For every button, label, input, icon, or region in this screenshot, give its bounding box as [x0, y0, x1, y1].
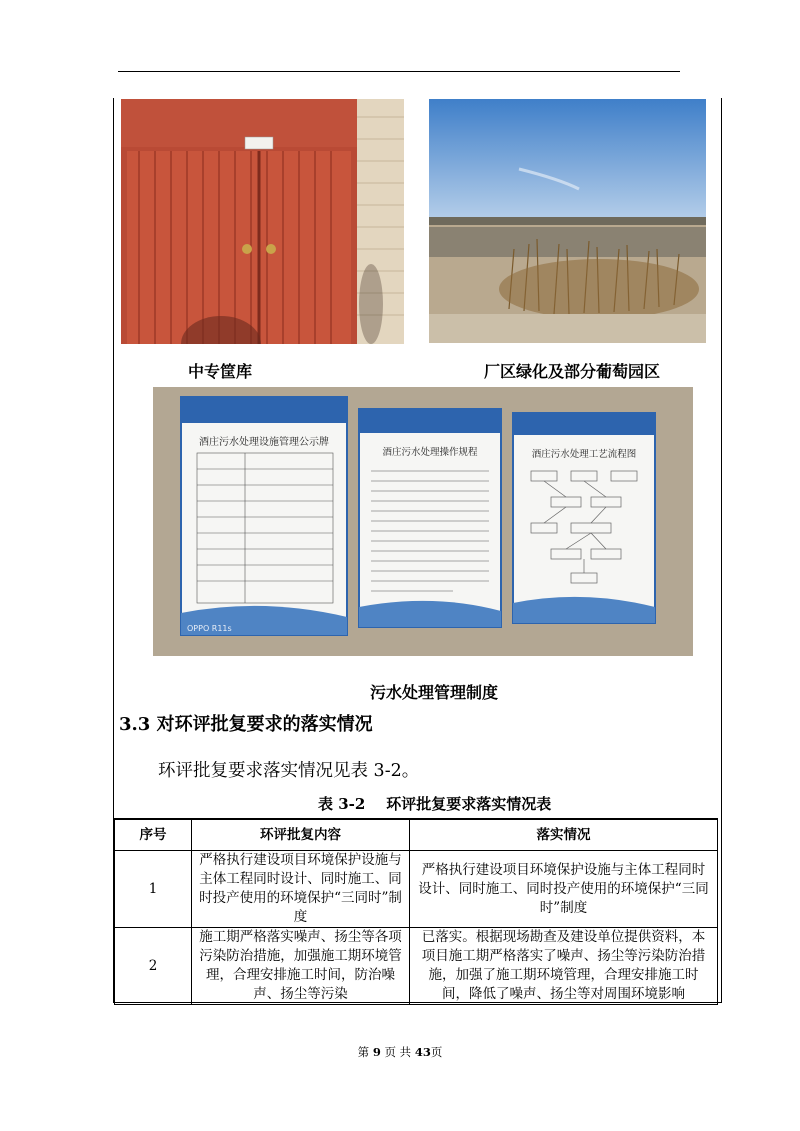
- greenery-photo-image: [429, 99, 706, 343]
- row-number: 1: [115, 851, 192, 928]
- warehouse-photo: [121, 99, 404, 344]
- signage-photo-image: [153, 387, 693, 656]
- warehouse-caption: 中专筐库: [188, 362, 253, 381]
- table-row: [115, 851, 718, 928]
- requirements-table: [114, 818, 718, 1005]
- greenery-photo: [429, 99, 706, 343]
- table-title: 表 3-2 环评批复要求落实情况表: [318, 795, 552, 813]
- footer-prefix: 第: [357, 1045, 370, 1059]
- header-number: 序号: [115, 819, 192, 851]
- section-heading: 3.3 对环评批复要求的落实情况: [119, 714, 373, 735]
- warehouse-photo-image: [121, 99, 404, 344]
- header-implementation: 落实情况: [410, 819, 718, 851]
- sign-1-title: 酒庄污水处理设施管理公示牌: [199, 437, 329, 448]
- signage-caption: 污水处理管理制度: [370, 683, 499, 702]
- sign-board-3: [513, 413, 655, 623]
- table-row: [115, 928, 718, 1005]
- footer-middle: 页 共: [384, 1045, 412, 1059]
- sign-3-title: 酒庄污水处理工艺流程图: [531, 449, 637, 460]
- sign-board-2: [359, 409, 501, 627]
- sign-2-title: 酒庄污水处理操作规程: [382, 447, 478, 458]
- row-implementation: 已落实。根据现场勘查及建设单位提供资料，本项目施工期严格落实了噪声、扬尘等污染防治措施，加强了施工期环境管理，合理安排施工时间，降低了噪声、扬尘等对周围环境影响: [410, 928, 718, 1005]
- row-implementation: 严格执行建设项目环境保护设施与主体工程同时设计、同时施工、同时投产使用的环境保护“三同时”制度: [410, 851, 718, 928]
- signage-photo: [153, 387, 693, 656]
- footer-suffix: 页: [430, 1045, 443, 1059]
- camera-watermark: OPPO R11s: [187, 624, 232, 633]
- sign-board-1: [181, 397, 347, 635]
- total-pages: 43: [414, 1045, 431, 1059]
- row-number: 2: [115, 928, 192, 1005]
- page-footer: [0, 1044, 800, 1060]
- section-intro: 环评批复要求落实情况见表 3-2。: [158, 761, 420, 781]
- header-requirement: 环评批复内容: [192, 819, 410, 851]
- row-requirement: 施工期严格落实噪声、扬尘等各项污染防治措施，加强施工期环境管理，合理安排施工时间，防治噪声、扬尘等污染: [192, 928, 410, 1005]
- table-header-row: [115, 819, 718, 851]
- row-requirement: 严格执行建设项目环境保护设施与主体工程同时设计、同时施工、同时投产使用的环境保护“三同时”制度: [192, 851, 410, 928]
- page-number: 9: [372, 1045, 381, 1059]
- greenery-caption: 厂区绿化及部分葡萄园区: [484, 362, 661, 381]
- header-rule: [118, 71, 680, 72]
